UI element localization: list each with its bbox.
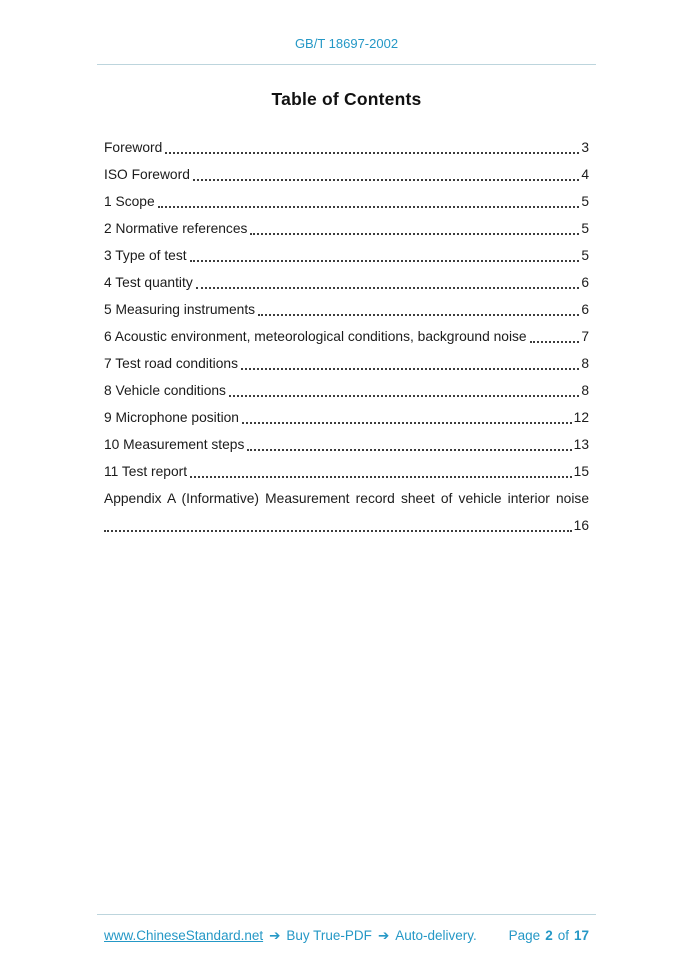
footer-link[interactable]: www.ChineseStandard.net	[104, 928, 264, 943]
toc-page-number: 8	[581, 356, 589, 371]
footer-delivery-text: Auto-delivery.	[395, 928, 477, 943]
toc-page-number: 4	[581, 167, 589, 182]
toc-entry-label: 8 Vehicle conditions	[104, 383, 226, 398]
toc-entry-label: Appendix A (Informative) Measurement record sheet of vehicle interior noise	[104, 491, 589, 506]
toc-entry-label: 10 Measurement steps	[104, 437, 245, 452]
toc-entry-label: 1 Scope	[104, 194, 155, 209]
toc-dot-leader	[196, 287, 580, 289]
toc-dot-leader	[158, 206, 580, 208]
arrow-icon: ➔	[269, 928, 281, 943]
toc-page-number: 6	[581, 275, 589, 290]
toc-page-number: 12	[573, 410, 589, 425]
page-footer	[97, 914, 596, 980]
table-of-contents	[97, 138, 596, 543]
toc-entry-label: 6 Acoustic environment, meteorological conditions, background noise	[104, 329, 527, 344]
page-header	[97, 30, 596, 65]
footer-left	[104, 928, 477, 944]
toc-entry-label: Foreword	[104, 140, 163, 155]
toc-dot-leader	[247, 449, 571, 451]
document-code: GB/T 18697-2002	[294, 36, 399, 51]
toc-dot-leader	[104, 530, 572, 532]
toc-dot-leader	[242, 422, 572, 424]
toc-page-number: 16	[573, 518, 589, 533]
page-current: 2	[545, 928, 553, 943]
toc-entry	[104, 435, 589, 455]
toc-entry-label: 11 Test report	[104, 464, 188, 479]
toc-entry	[104, 138, 589, 158]
toc-dot-leader	[190, 260, 580, 262]
toc-page-number: 6	[581, 302, 589, 317]
page-title: Table of Contents	[271, 89, 422, 109]
toc-entry-label: 3 Type of test	[104, 248, 187, 263]
toc-dot-leader	[190, 476, 572, 478]
toc-entry	[104, 408, 589, 428]
toc-entry	[104, 516, 589, 536]
toc-entry	[104, 246, 589, 266]
toc-entry-label: 9 Microphone position	[104, 410, 239, 425]
toc-entry	[104, 192, 589, 212]
toc-entry	[104, 462, 589, 482]
toc-page-number: 15	[573, 464, 589, 479]
toc-page-number: 5	[581, 221, 589, 236]
toc-page-number: 3	[581, 140, 589, 155]
toc-entry	[104, 354, 589, 374]
toc-page-number: 5	[581, 194, 589, 209]
toc-entry-label: 7 Test road conditions	[104, 356, 238, 371]
toc-entry-label: 2 Normative references	[104, 221, 248, 236]
toc-dot-leader	[165, 152, 579, 154]
header-divider	[97, 64, 596, 65]
toc-dot-leader	[250, 233, 579, 235]
toc-page-number: 8	[581, 383, 589, 398]
toc-entry-label: 5 Measuring instruments	[104, 302, 256, 317]
toc-entry-label: 4 Test quantity	[104, 275, 193, 290]
toc-entry	[104, 219, 589, 239]
page-indicator	[509, 928, 589, 943]
toc-dot-leader	[229, 395, 579, 397]
toc-dot-leader	[530, 341, 580, 343]
toc-page-number: 5	[581, 248, 589, 263]
toc-entry	[104, 300, 589, 320]
footer-buy-text: Buy True-PDF	[286, 928, 372, 943]
page-total: 17	[573, 928, 589, 943]
of-label: of	[557, 928, 569, 943]
toc-dot-leader	[258, 314, 579, 316]
toc-entry	[104, 327, 589, 347]
footer-row	[97, 915, 596, 944]
page-label: Page	[508, 928, 541, 943]
toc-entry	[104, 381, 589, 401]
toc-entry-label: ISO Foreword	[104, 167, 190, 182]
toc-dot-leader	[193, 179, 579, 181]
arrow-icon: ➔	[377, 928, 390, 943]
toc-entry	[104, 273, 589, 293]
toc-page-number: 7	[581, 329, 589, 344]
toc-page-number: 13	[573, 437, 589, 452]
toc-entry	[104, 165, 589, 185]
toc-dot-leader	[241, 368, 579, 370]
